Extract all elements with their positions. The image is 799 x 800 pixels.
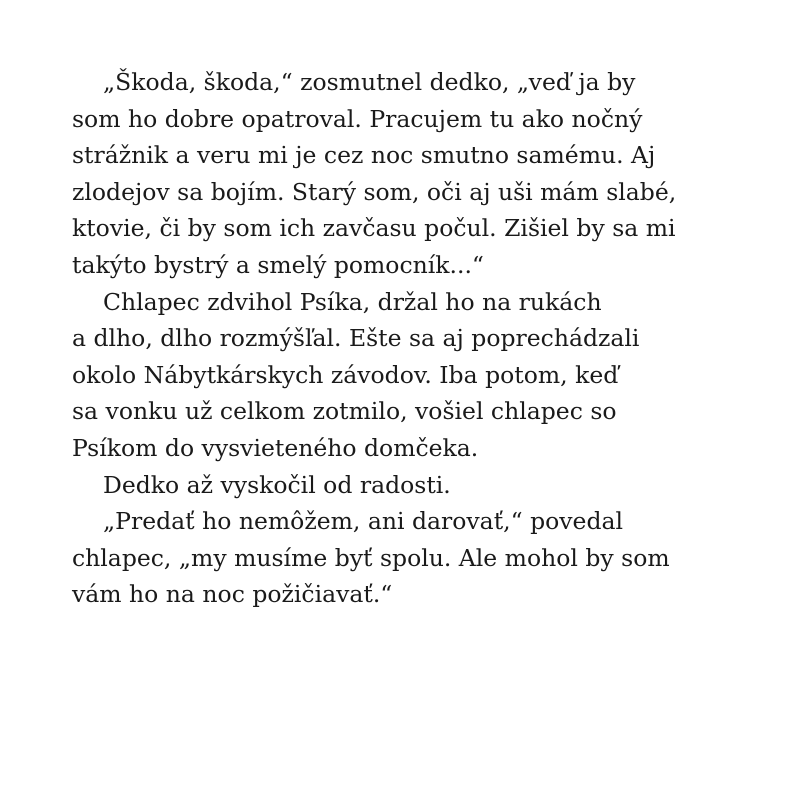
text-line: Chlapec zdvihol Psíka, držal ho na rukách xyxy=(103,287,602,316)
text-line: vám ho na noc požičiavať.“ xyxy=(72,580,393,609)
text-line: zlodejov sa bojím. Starý som, oči aj uši mám slabé, xyxy=(72,177,677,206)
paragraph-3 xyxy=(72,467,732,504)
text-line: „Predať ho nemôžem, ani darovať,“ povedal xyxy=(103,507,624,536)
book-page-text xyxy=(72,64,732,613)
text-line: okolo Nábytkárskych závodov. Iba potom, keď xyxy=(72,360,619,389)
text-line: sa vonku už celkom zotmilo, vošiel chlapec so xyxy=(72,397,617,426)
paragraph-1 xyxy=(72,64,732,284)
text-line: som ho dobre opatroval. Pracujem tu ako nočný xyxy=(72,104,643,133)
text-line: chlapec, „my musíme byť spolu. Ale mohol by som xyxy=(72,543,670,572)
text-line: Dedko až vyskočil od radosti. xyxy=(103,470,451,499)
text-line: strážnik a veru mi je cez noc smutno samému. Aj xyxy=(72,141,656,170)
text-line: takýto bystrý a smelý pomocník...“ xyxy=(72,250,484,279)
paragraph-2 xyxy=(72,284,732,467)
text-line: Psíkom do vysvieteného domčeka. xyxy=(72,433,479,462)
text-line: ktovie, či by som ich zavčasu počul. Zišiel by sa mi xyxy=(72,214,676,243)
text-line: a dlho, dlho rozmýšľal. Ešte sa aj poprechádzali xyxy=(72,324,640,353)
text-line: „Škoda, škoda,“ zosmutnel dedko, „veď ja by xyxy=(103,68,636,96)
paragraph-4 xyxy=(72,503,732,613)
